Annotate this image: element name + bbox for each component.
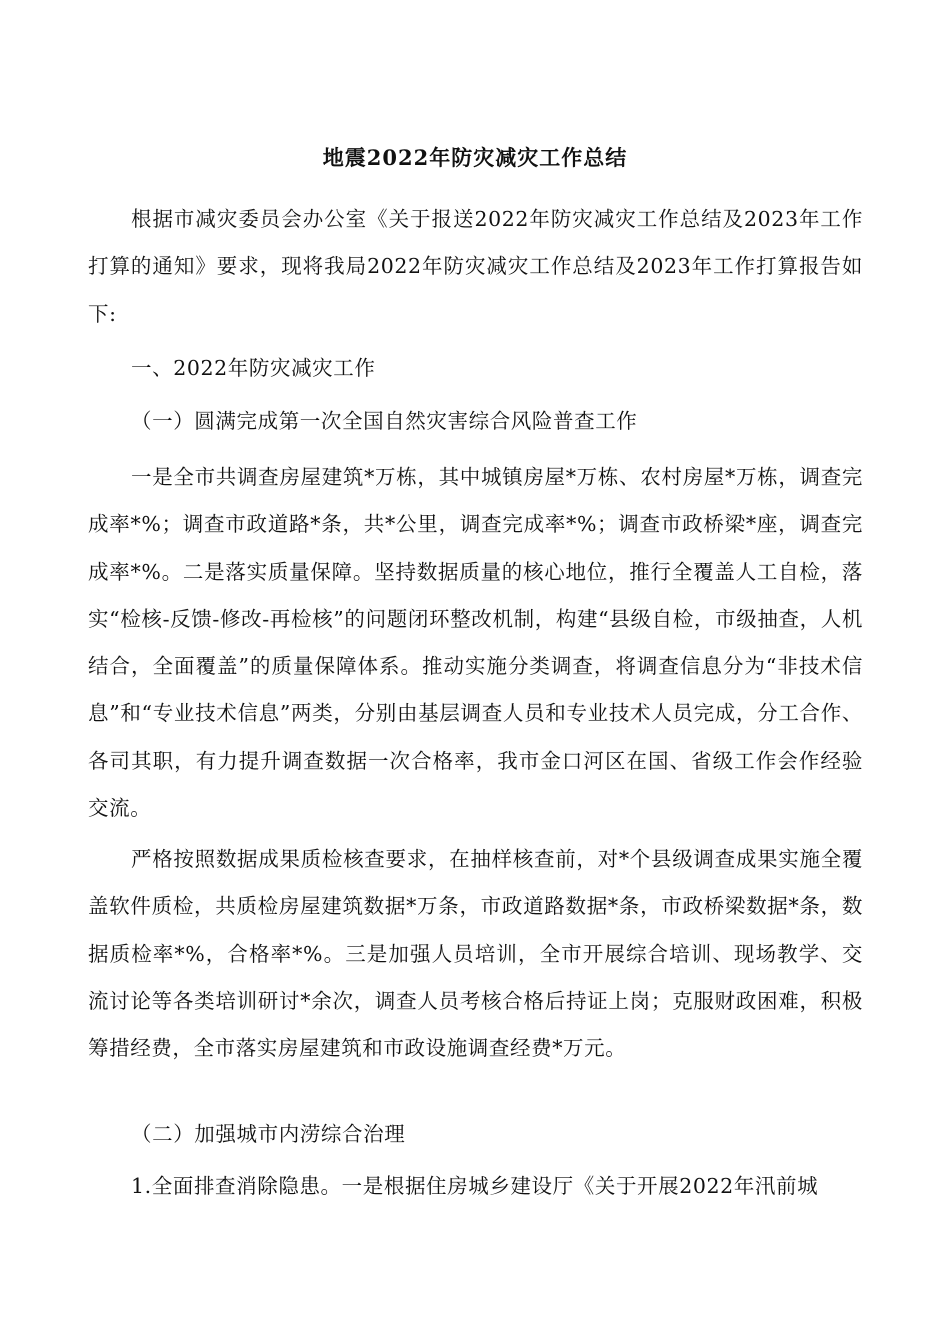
subsection-heading: （二）加强城市内涝综合治理 — [131, 1122, 406, 1146]
body-paragraph: 严格按照数据成果质检核查要求，在抽样核查前，对*个县级调查成果实施全覆盖软件质检，共质检房屋建筑数据*万条，市政道路数据*条，市政桥梁数据*条，数据质检率*%，合格率*%。三是加强人员培训，全市开展综合培训、现场教学、交流讨论等各类培训研讨*余次，调查人员考核合格后持证上岗；克服财政困难，积极筹措经费，全市落实房屋建筑和市政设施调查经费*万元。 — [88, 847, 863, 1061]
body-paragraph: 一是全市共调查房屋建筑*万栋，其中城镇房屋*万栋、农村房屋*万栋，调查完成率*%；调查市政道路*条，共*公里，调查完成率*%；调查市政桥梁*座，调查完成率*%。二是落实质量保障。坚持数据质量的核心地位，推行全覆盖人工自检，落实“检核-反馈-修改-再检核”的问题闭环整改机制，构建“县级自检，市级抽查，人机结合，全面覆盖”的质量保障体系。推动实施分类调查，将调查信息分为“非技术信息”和“专业技术信息”两类，分别由基层调查人员和专业技术人员完成，分工合作、各司其职，有力提升调查数据一次合格率，我市金口河区在国、省级工作会作经验交流。 — [88, 465, 863, 821]
subsection-heading: （一）圆满完成第一次全国自然灾害综合风险普查工作 — [131, 409, 638, 433]
body-paragraph: 1.全面排查消除隐患。一是根据住房城乡建设厅《关于开展2022年汛前城 — [131, 1174, 819, 1198]
section-heading: 一、2022年防灾减灾工作 — [131, 356, 376, 380]
document-title: 地震2022年防灾减灾工作总结 — [322, 145, 628, 170]
intro-paragraph: 根据市减灾委员会办公室《关于报送2022年防灾减灾工作总结及2023年工作打算的通知》要求，现将我局2022年防灾减灾工作总结及2023年工作打算报告如下: — [88, 207, 863, 326]
